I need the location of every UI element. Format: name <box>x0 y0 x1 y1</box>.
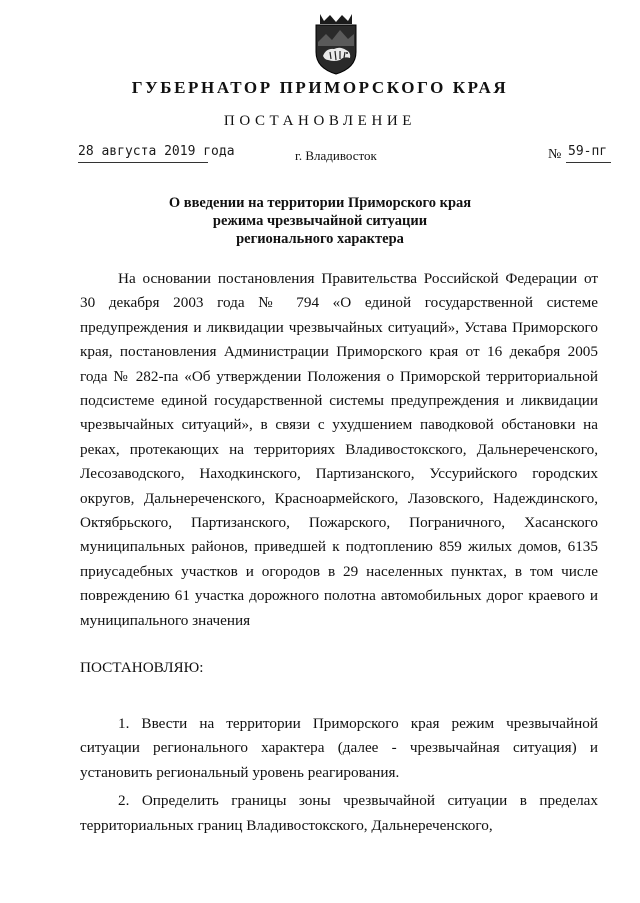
document-title <box>0 194 640 248</box>
title-line: О введении на территории Приморского края <box>168 195 472 211</box>
document-type: ПОСТАНОВЛЕНИЕ <box>223 113 417 129</box>
title-line: режима чрезвычайной ситуации <box>212 213 428 229</box>
date-underline <box>78 162 208 163</box>
issuer-heading: ГУБЕРНАТОР ПРИМОРСКОГО КРАЯ <box>131 78 509 97</box>
document-meta <box>0 142 640 168</box>
preamble-paragraph: На основании постановления Правительства Российской Федерации от 30 декабря 2003 года № 794 «О единой государственной системе предупреждения и ликвидации чрезвычайных ситуаций», Устава Приморского края, постановления Администрации Приморского края от 16 декабря 2005 года № 282-па «Об утверждении Положения о Приморской территориальной подсистеме единой государственной системы предупреждения и ликвидации чрезвычайных ситуаций», в связи с ухудшением паводковой обстановки на реках, протекающих на территориях Владивостокского, Дальнереченского, Лесозаводского, Находкинского, Партизанского, Уссурийского городских округов, Дальнереченского, Красноармейского, Лазовского, Надеждинского, Октябрьского, Партизанского, Пожарского, Пограничного, Хасанского муниципальных районов, приведшей к подтоплению 859 жилых домов, 6135 приусадебных участков и огородов в 29 населенных пунктах, в том числе повреждению 61 участка дорожного полотна автомобильных дорог краевого и муниципального значения <box>80 270 598 629</box>
document-date: 28 августа 2019 года <box>78 144 235 159</box>
primorye-coat-of-arms-icon <box>310 12 362 76</box>
decree-item: 2. Определить границы зоны чрезвычайной ситуации в пределах территориальных границ Владивостокского, Дальнереченского, <box>80 792 598 834</box>
title-line: регионального характера <box>236 231 404 247</box>
number-underline <box>566 162 611 163</box>
decree-items <box>80 712 598 842</box>
decree-word: ПОСТАНОВЛЯЮ: <box>80 659 204 676</box>
document-number: 59-пг <box>568 144 608 159</box>
document-city: г. Владивосток <box>295 148 377 163</box>
number-sign: № <box>548 147 562 162</box>
decree-item: 1. Ввести на территории Приморского края режим чрезвычайной ситуации регионального характера (далее - чрезвычайная ситуация) и установить региональный уровень реагирования. <box>80 715 598 781</box>
preamble-section <box>80 267 598 633</box>
